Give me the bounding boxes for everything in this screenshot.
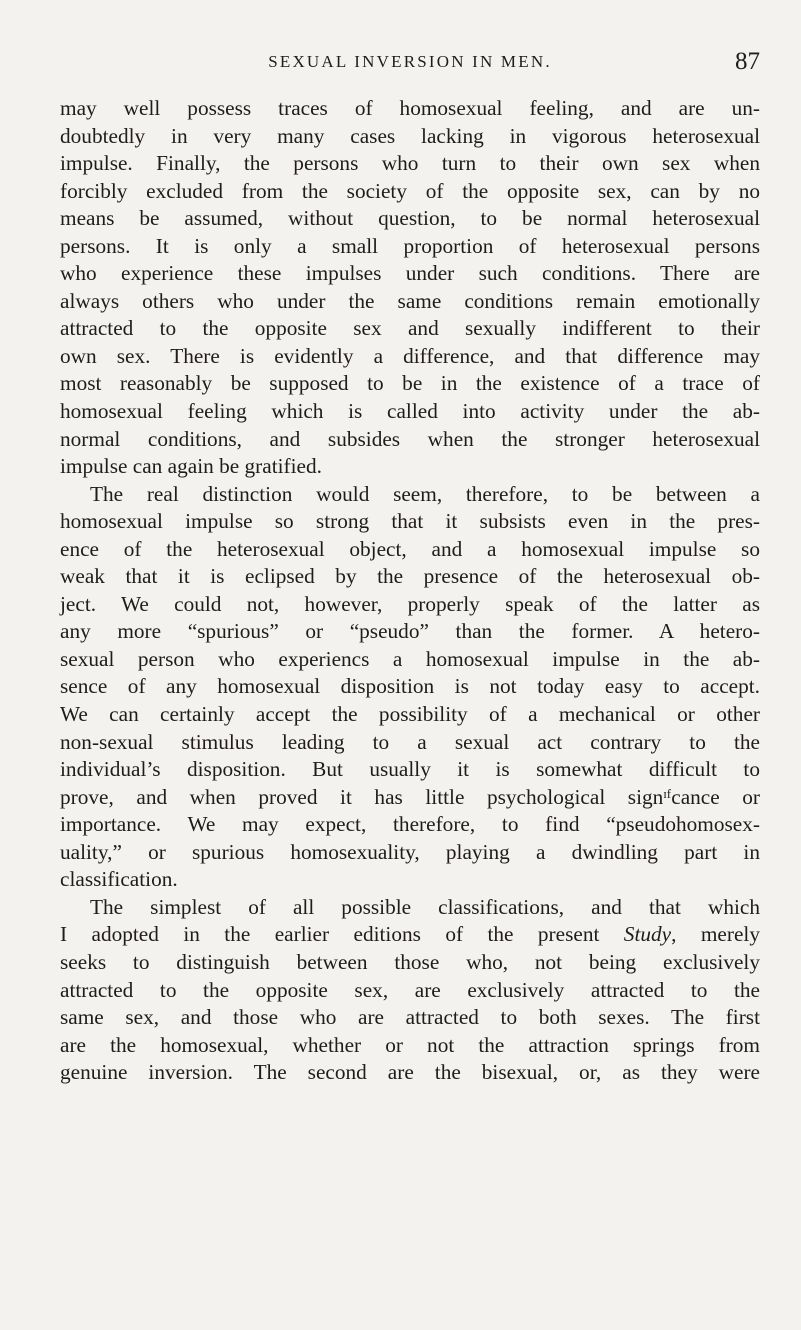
text-line: always others who under the same conditions remain emotionally (60, 288, 760, 313)
text-line: We can certainly accept the possibility of a mechanical or other (60, 702, 760, 727)
text-line: homosexual feeling which is called into activity under the ab- (60, 399, 760, 424)
italic-word: Study (623, 922, 672, 947)
text-line: prove, and when proved it has little psychological signᶦᶠcance or (60, 784, 760, 809)
text-line: uality,” or spurious homosexuality, playing a dwindling part in (60, 839, 760, 864)
page-number: 87 (735, 48, 760, 75)
text-line: homosexual impulse so strong that it subsists even in the pres- (60, 509, 760, 534)
text-line: persons. It is only a small proportion of heterosexual persons (60, 233, 760, 258)
text-line: means be assumed, without question, to be normal heterosexual (60, 206, 760, 231)
text-line: attracted to the opposite sex, are exclusively attracted to the (60, 977, 760, 1002)
text-line: classification. (60, 867, 178, 892)
text-line: who experience these impulses under such conditions. There are (60, 261, 760, 286)
text-line: any more “spurious” or “pseudo” than the former. A hetero- (60, 619, 760, 644)
text-line: ence of the heterosexual object, and a homosexual impulse so (60, 536, 760, 561)
text-line: importance. We may expect, therefore, to find “pseudohomosex- (60, 812, 760, 837)
text-line: sence of any homosexual disposition is not today easy to accept. (60, 674, 760, 699)
text-line: forcibly excluded from the society of the opposite sex, can by no (60, 178, 760, 203)
text-line: normal conditions, and subsides when the stronger heterosexual (60, 426, 760, 451)
text-line: seeks to distinguish between those who, not being exclusively (60, 949, 760, 974)
text-line: attracted to the opposite sex and sexually indifferent to their (60, 316, 760, 341)
page-header (60, 48, 760, 80)
text-line: most reasonably be supposed to be in the existence of a trace of (60, 371, 760, 396)
body-text (60, 95, 760, 1087)
text-line: own sex. There is evidently a difference, and that difference may (60, 343, 760, 368)
text-line: sexual person who experiencs a homosexual impulse in the ab- (60, 646, 760, 671)
text-line: I adopted in the earlier editions of the present Study, merely (60, 922, 760, 947)
text-line: are the homosexual, whether or not the attraction springs from (60, 1032, 760, 1057)
text-line: The real distinction would seem, therefore, to be between a (90, 481, 760, 506)
text-line: weak that it is eclipsed by the presence of the heterosexual ob- (60, 564, 760, 589)
text-line: The simplest of all possible classifications, and that which (90, 894, 760, 919)
text-line: ject. We could not, however, properly speak of the latter as (60, 591, 760, 616)
text-line: individual’s disposition. But usually it is somewhat difficult to (60, 757, 760, 782)
text-line: impulse can again be gratified. (60, 454, 322, 479)
running-head: SEXUAL INVERSION IN MEN. (268, 52, 552, 71)
text-line: same sex, and those who are attracted to both sexes. The first (60, 1005, 760, 1030)
text-line: may well possess traces of homosexual feeling, and are un- (60, 96, 760, 120)
text-line: impulse. Finally, the persons who turn to their own sex when (60, 151, 760, 176)
text-line: genuine inversion. The second are the bisexual, or, as they were (60, 1060, 760, 1085)
text-line: doubtedly in very many cases lacking in vigorous heterosexual (60, 123, 760, 148)
text-line: non-sexual stimulus leading to a sexual act contrary to the (60, 729, 760, 754)
